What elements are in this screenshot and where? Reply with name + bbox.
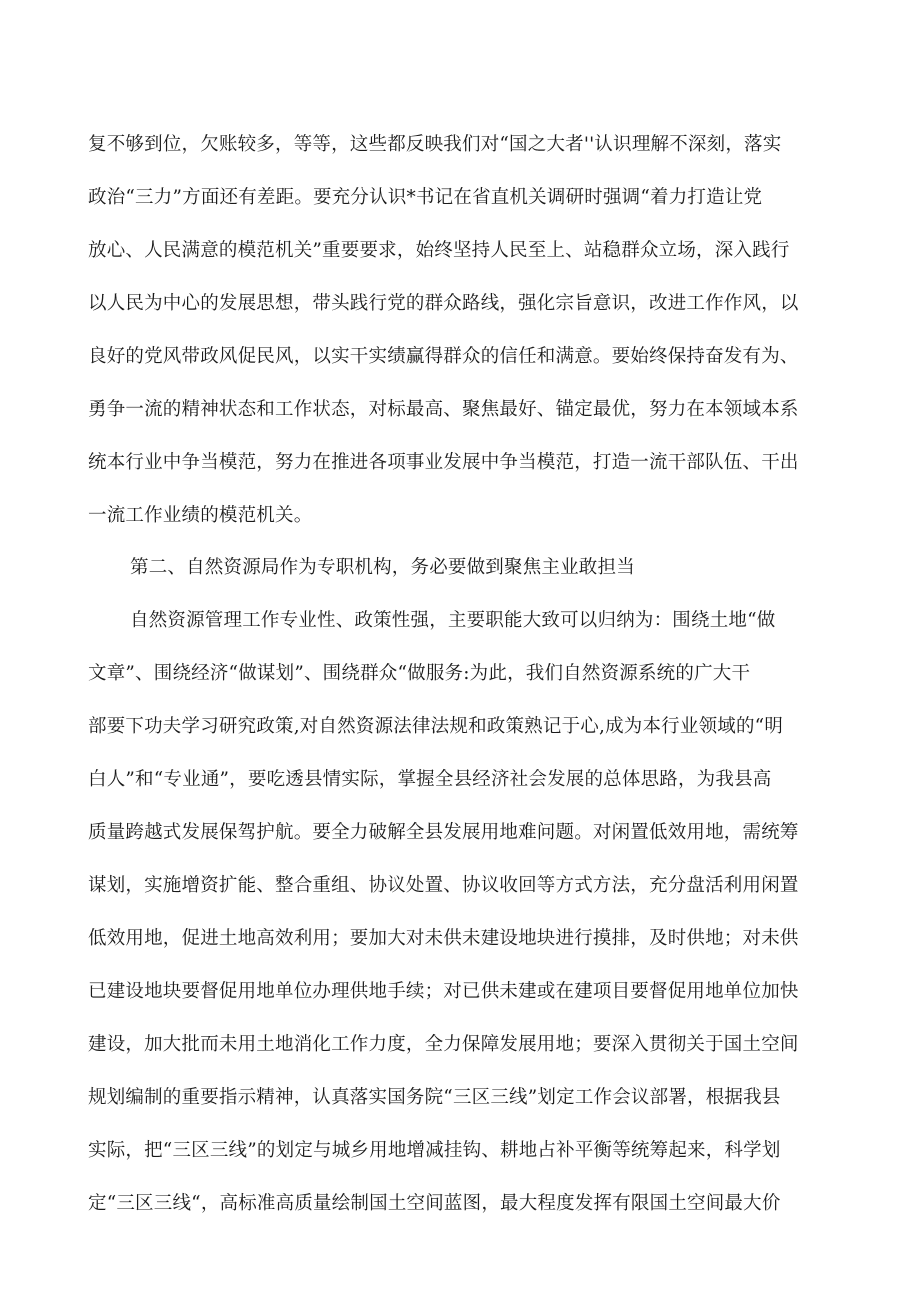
paragraph-2-line-10: 规划编制的重要指示精神，认真落实国务院“三区三线”划定工作会议部署，根据我县 [88,1087,781,1108]
paragraph-1-line-1: 复不够到位，欠账较多，等等，这些都反映我们对“国之大者''认识理解不深刻，落实 [88,134,782,155]
paragraph-1-line-8: 一流工作业绩的模范机关。 [88,505,313,526]
paragraph-2-line-11: 实际，把“三区三线”的划定与城乡用地增减挂钩、耕地占补平衡等统筹起来，科学划 [88,1140,781,1161]
paragraph-1-line-4: 以人民为中心的发展思想，带头践行党的群众路线，强化宗旨意识，改进工作作风，以 [88,293,799,314]
section-heading: 第二、自然资源局作为专职机构，务必要做到聚焦主业敢担当 [130,557,635,578]
paragraph-2-line-12: 定“三区三线“，高标准高质量绘制国土空间蓝图，最大程度发挥有限国土空间最大价 [88,1193,781,1214]
paragraph-2-line-8: 已建设地块要督促用地单位办理供地手续；对已供未建或在建项目要督促用地单位加快 [88,981,799,1002]
paragraph-2-line-9: 建设，加大批而未用土地消化工作力度，全力保障发展用地；要深入贯彻关于国土空间 [88,1034,799,1055]
paragraph-1-line-2: 政治“三力”方面还有差距。要充分认识*书记在省直机关调研时强调“着力打造让党 [88,187,763,208]
paragraph-1-line-5: 良好的党风带政风促民风，以实干实绩赢得群众的信任和满意。要始终保持奋发有为、 [88,346,799,367]
paragraph-1-line-3: 放心、人民满意的模范机关”重要要求，始终坚持人民至上、站稳群众立场，深入践行 [88,240,790,261]
paragraph-2-line-3: 部要下功夫学习研究政策,对自然资源法律法规和政策熟记于心,成为本行业领域的“明 [88,716,784,737]
paragraph-2-line-1: 自然资源管理工作专业性、政策性强，主要职能大致可以归纳为：围绕土地“做 [130,610,776,631]
paragraph-2-line-2: 文章”、围绕经济“做谋划”、围绕群众“做服务:为此，我们自然资源系统的广大干 [88,663,751,684]
paragraph-2-line-5: 质量跨越式发展保驾护航。要全力破解全县发展用地难问题。对闲置低效用地，需统筹 [88,822,799,843]
paragraph-2-line-4: 白人”和“专业通”，要吃透县情实际，掌握全县经济社会发展的总体思路，为我县高 [88,769,772,790]
paragraph-2-line-7: 低效用地，促进土地高效利用；要加大对未供未建设地块进行摸排，及时供地；对未供 [88,928,799,949]
paragraph-1-line-6: 勇争一流的精神状态和工作状态，对标最高、聚焦最好、锚定最优，努力在本领域本系 [88,399,799,420]
paragraph-2-line-6: 谋划，实施增资扩能、整合重组、协议处置、协议收回等方式方法，充分盘活利用闲置 [88,875,799,896]
paragraph-1-line-7: 统本行业中争当模范，努力在推进各项事业发展中争当模范，打造一流干部队伍、干出 [88,452,799,473]
